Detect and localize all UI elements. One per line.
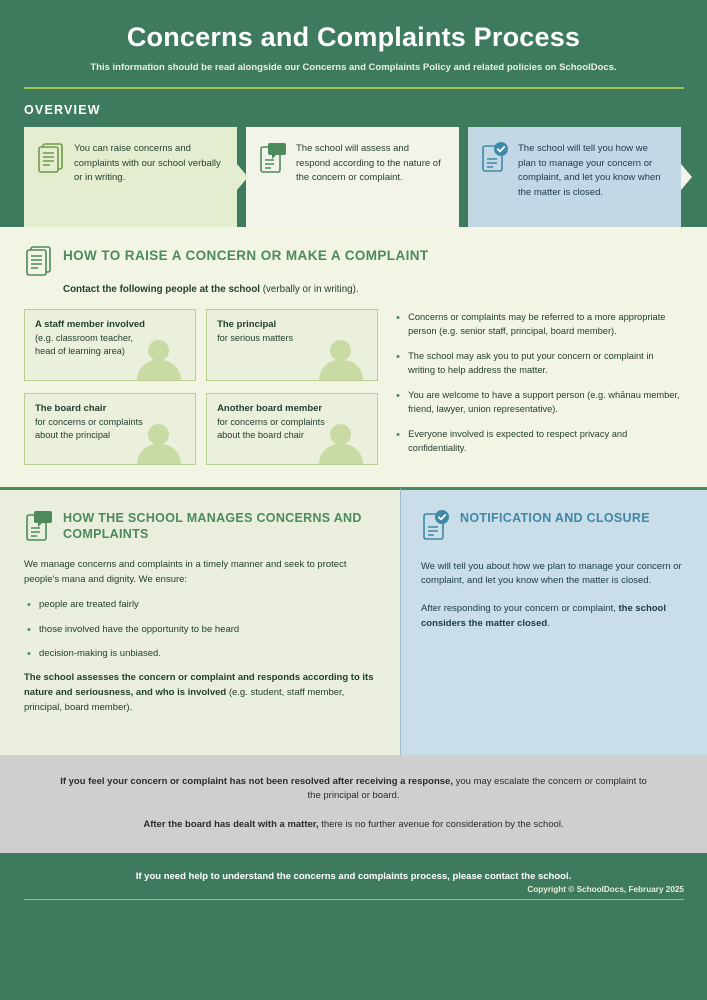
notification-heading: NOTIFICATION AND CLOSURE — [460, 510, 650, 525]
raise-subtext-bold: Contact the following people at the school — [63, 284, 261, 295]
manage-list — [27, 598, 380, 661]
page-header — [0, 0, 707, 89]
document-speech-bubble-icon — [24, 508, 54, 542]
manage-closing-rest: (e.g. student, staff member, principal, board member). — [24, 686, 345, 713]
raise-section — [0, 227, 707, 487]
contact-card-title: A staff member involved — [35, 319, 145, 330]
list-item: • those involved have the opportunity to be heard — [27, 623, 380, 637]
page-subtitle: This information should be read alongside our Concerns and Complaints Policy and related policies on SchoolDocs. — [90, 62, 617, 73]
manage-heading: HOW THE SCHOOL MANAGES CONCERNS AND COMPLAINTS — [63, 510, 362, 541]
overview-card-1 — [24, 127, 237, 227]
overview-card-2-text: The school will assess and respond according to the nature of the concern or complaint. — [296, 143, 441, 184]
raise-heading-row — [24, 245, 683, 279]
contact-card — [206, 393, 378, 465]
manage-closing — [24, 671, 380, 715]
escalation-p1-rest: you may escalate the concern or complaint to the principal or board. — [307, 775, 647, 802]
notification-heading-row — [421, 508, 685, 542]
manage-intro: We manage concerns and complaints in a timely manner and seek to protect people's mana and dignity. We ensure: — [24, 559, 347, 585]
document-lines-icon — [24, 245, 54, 279]
overview-card-3 — [468, 127, 681, 227]
footer-copyright: Copyright © SchoolDocs, February 2025 — [527, 884, 684, 894]
contact-card-desc: (e.g. classroom teacher, head of learning area) — [35, 333, 134, 357]
page-footer — [0, 853, 707, 901]
overview-arrow-2 — [681, 164, 692, 190]
document-lines-icon — [36, 140, 66, 174]
person-avatar-icon — [137, 340, 181, 380]
contact-card-title: The board chair — [35, 402, 107, 414]
escalation-p2-rest: there is no further avenue for consideration by the school. — [318, 818, 564, 830]
escalation-section — [0, 755, 707, 853]
overview-cards — [24, 127, 683, 227]
raise-heading: HOW TO RAISE A CONCERN OR MAKE A COMPLAINT — [63, 248, 429, 263]
overview-label: OVERVIEW — [24, 103, 101, 117]
person-avatar-icon — [137, 424, 181, 464]
person-avatar-icon — [319, 424, 363, 464]
overview-card-1-text: You can raise concerns and complaints with our school verbally or in writing. — [74, 143, 221, 184]
footer-divider — [24, 884, 684, 901]
contact-card — [24, 393, 196, 465]
contact-card-desc: for concerns or complaints about the board chair — [217, 416, 325, 441]
document-speech-bubble-icon — [258, 140, 288, 174]
notification-p2-bold: the school considers the matter closed — [421, 602, 667, 629]
raise-body — [24, 309, 683, 467]
raise-subtext-rest: (verbally or in writing). — [260, 284, 359, 295]
notification-p2-lead: After responding to your concern or complaint, — [421, 602, 619, 614]
list-item: • people are treated fairly — [27, 598, 380, 612]
person-avatar-icon — [319, 340, 363, 380]
list-item: • decision-making is unbiased. — [27, 647, 380, 661]
overview-section — [0, 89, 707, 227]
escalation-paragraph-1 — [60, 775, 647, 804]
list-item: • Everyone involved is expected to respect privacy and confidentiality. — [396, 428, 683, 456]
contact-card — [24, 309, 196, 381]
notification-paragraph-1: We will tell you about how we plan to manage your concern or complaint, and let you know when the matter is closed. — [421, 560, 682, 587]
contact-card-grid — [24, 309, 378, 467]
overview-card-3-text: The school will tell you how we plan to manage your concern or complaint, and let you know when the matter is closed. — [518, 143, 661, 199]
notification-p2-end: . — [547, 617, 550, 629]
escalation-p1-bold: If you feel your concern or complaint has not been resolved after receiving a response, — [60, 775, 453, 787]
notification-paragraph-2 — [421, 602, 685, 631]
document-check-icon — [480, 140, 510, 174]
list-item: • You are welcome to have a support person (e.g. whānau member, friend, lawyer, union representative). — [396, 389, 683, 417]
page-title: Concerns and Complaints Process — [126, 22, 581, 52]
manage-heading-row — [24, 508, 380, 543]
manage-closing-bold: The school assesses the concern or complaint and responds according to its nature and seriousness, and who is involved — [24, 672, 374, 698]
manage-column — [0, 487, 400, 755]
escalation-p2-bold: After the board has dealt with a matter, — [143, 818, 319, 830]
list-item: • The school may ask you to put your concern or complaint in writing to help address the matter. — [396, 350, 683, 378]
list-item: • Concerns or complaints may be referred to a more appropriate person (e.g. senior staff, principal, board member). — [396, 311, 683, 339]
contact-card-title: Another board member — [217, 402, 323, 414]
overview-arrow-1 — [237, 164, 248, 190]
footer-help-text: If you need help to understand the concerns and complaints process, please contact the school. — [135, 870, 572, 882]
contact-card — [206, 309, 378, 381]
overview-card-2 — [246, 127, 459, 227]
raise-subtext — [63, 284, 683, 295]
contact-card-desc: for concerns or complaints about the principal — [35, 416, 143, 441]
document-check-icon — [421, 508, 451, 542]
notification-column — [400, 487, 707, 755]
contact-card-title: The principal — [217, 319, 277, 330]
escalation-paragraph-2 — [60, 818, 647, 833]
two-column-section — [0, 487, 707, 755]
contact-card-desc: for serious matters — [217, 333, 294, 343]
raise-bullet-list — [396, 309, 683, 467]
